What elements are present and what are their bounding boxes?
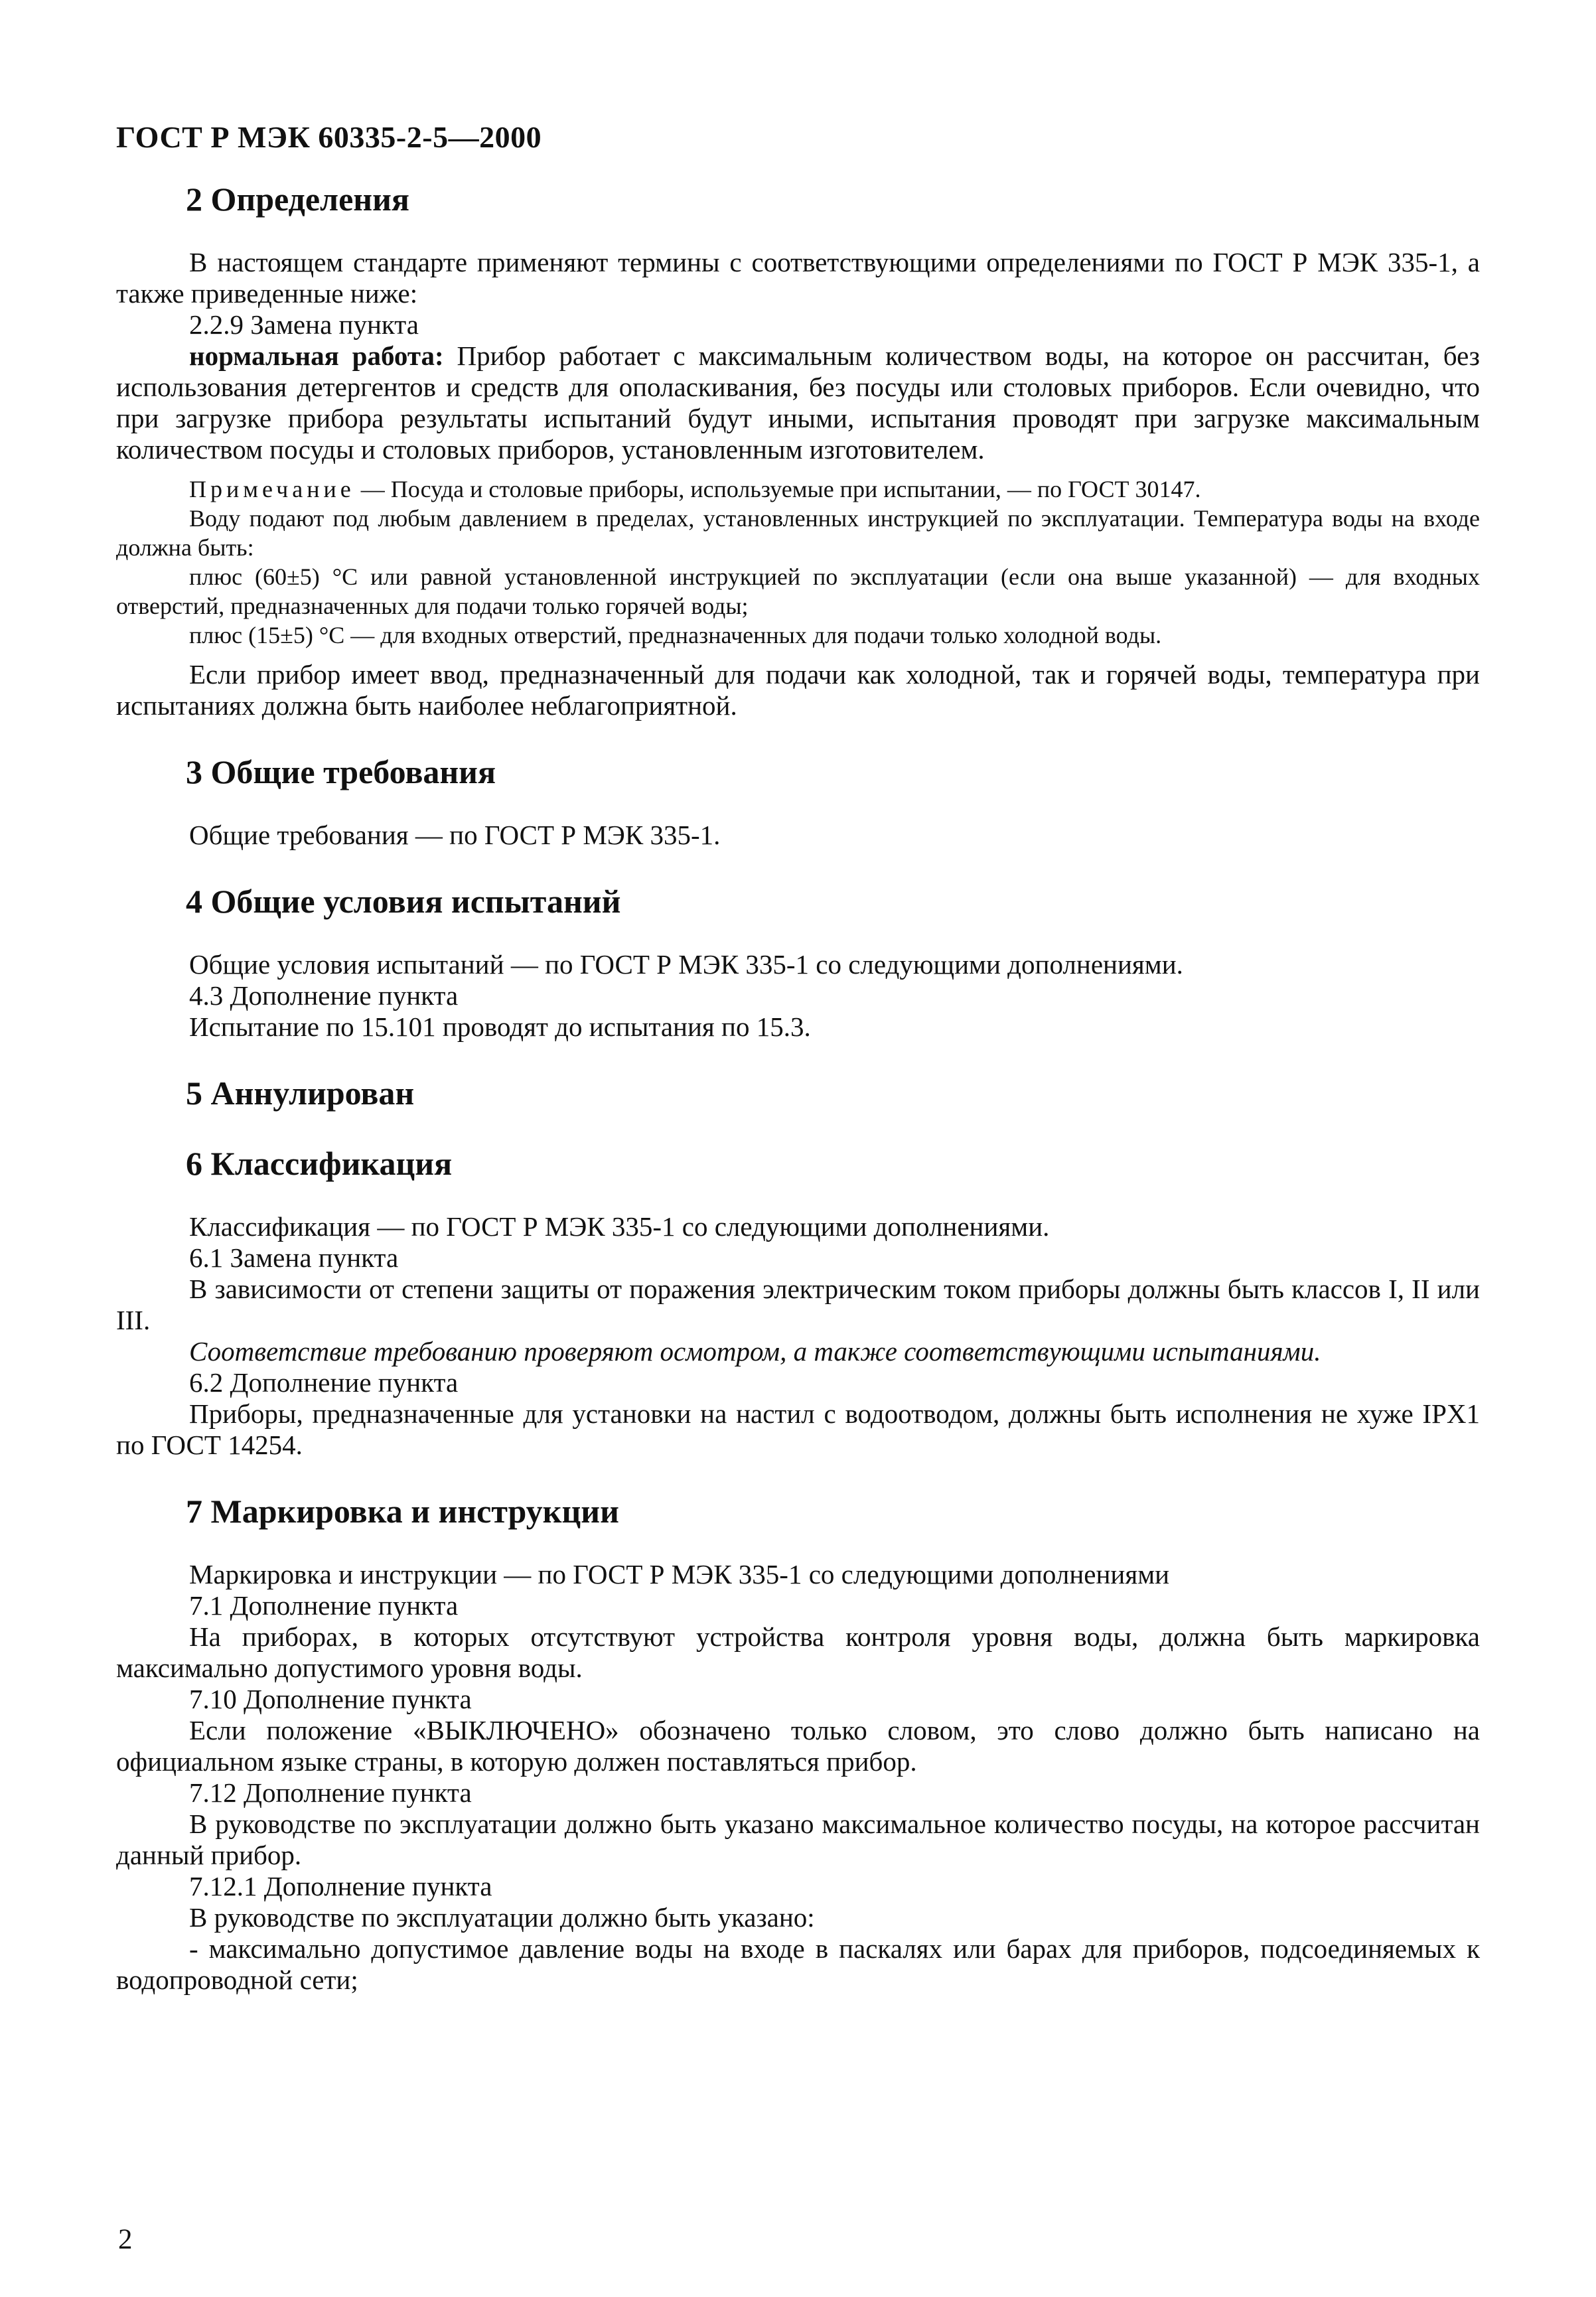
clause-7-1-text: На приборах, в которых отсутствуют устройства контроля уровня воды, должна быть маркировка максимально допустимого уровня воды.	[116, 1621, 1480, 1683]
term-definition	[116, 340, 1480, 465]
clause-4-3: 4.3 Дополнение пункта	[189, 980, 459, 1011]
page-number: 2	[118, 2224, 133, 2255]
clause-7-12: 7.12 Дополнение пункта	[189, 1777, 472, 1808]
section-4-text: Общие условия испытаний — по ГОСТ Р МЭК 335-1 со следующими дополнениями.	[189, 949, 1183, 980]
section-5-title: 5 Аннулирован	[186, 1074, 415, 1112]
section-4-title: 4 Общие условия испытаний	[186, 883, 621, 920]
clause-7-10: 7.10 Дополнение пункта	[189, 1684, 472, 1714]
clause-6-1: 6.1 Замена пункта	[189, 1242, 399, 1273]
section-7-title: 7 Маркировка и инструкции	[186, 1493, 619, 1530]
section-3-text: Общие требования — по ГОСТ Р МЭК 335-1.	[189, 820, 721, 850]
section-6-text: Классификация — по ГОСТ Р МЭК 335-1 со следующими дополнениями.	[189, 1211, 1050, 1242]
clause-6-1-text: В зависимости от степени защиты от поражения электрическим током приборы должны быть классов I, II или III.	[116, 1274, 1480, 1335]
document-header: ГОСТ Р МЭК 60335-2-5—2000	[116, 120, 542, 154]
note-line	[116, 475, 1480, 504]
clause-4-3-text: Испытание по 15.101 проводят до испытания по 15.3.	[189, 1011, 811, 1042]
clause-2-2-9: 2.2.9 Замена пункта	[189, 309, 419, 340]
clause-6-1-check: Соответствие требованию проверяют осмотром, а также соответствующими испытаниями.	[189, 1336, 1321, 1367]
section-2-title: 2 Определения	[186, 181, 409, 218]
term-name: нормальная работа:	[189, 340, 444, 371]
note-hot-water: плюс (60±5) °С или равной установленной инструкцией по эксплуатации (если она выше указанной) — для входных отверстий, предназначенных для подачи только горячей воды;	[116, 563, 1480, 619]
clause-7-12-text: В руководстве по эксплуатации должно быть указано максимальное количество посуды, на которое рассчитан данный прибор.	[116, 1809, 1480, 1870]
clause-7-12-1-text: В руководстве по эксплуатации должно быть указано:	[189, 1902, 815, 1933]
note-text: — Посуда и столовые приборы, используемые при испытании, — по ГОСТ 30147.	[354, 476, 1201, 502]
section-2-closing: Если прибор имеет ввод, предназначенный для подачи как холодной, так и горячей воды, температура при испытаниях должна быть наиболее неблагоприятной.	[116, 659, 1480, 721]
note-cold-water: плюс (15±5) °С — для входных отверстий, предназначенных для подачи только холодной воды.	[189, 622, 1162, 648]
clause-7-12-1-item: - максимально допустимое давление воды на входе в паскалях или барах для приборов, подсоединяемых к водопроводной сети;	[116, 1933, 1480, 1995]
section-6-title: 6 Классификация	[186, 1145, 453, 1182]
clause-6-2-text: Приборы, предназначенные для установки на настил с водоотводом, должны быть исполнения не хуже IPX1 по ГОСТ 14254.	[116, 1398, 1480, 1460]
clause-7-10-text: Если положение «ВЫКЛЮЧЕНО» обозначено только словом, это слово должно быть написано на официальном языке страны, в которую должен поставляться прибор.	[116, 1715, 1480, 1777]
term-text: Прибор работает с максимальным количеством воды, на которое он рассчитан, без использования детергентов и средств для ополаскивания, без посуды или столовых приборов. Если очевидно, что при загрузке прибора результаты испытаний будут иными, испытания проводят при загрузке максимальным количеством посуды и столовых приборов, установленным изготовителем.	[116, 340, 1480, 465]
section-7-text: Маркировка и инструкции — по ГОСТ Р МЭК 335-1 со следующими дополнениями	[189, 1559, 1170, 1590]
clause-7-1: 7.1 Дополнение пункта	[189, 1590, 459, 1621]
section-3-title: 3 Общие требования	[186, 753, 496, 790]
note-label: Примечание	[189, 476, 355, 502]
clause-6-2: 6.2 Дополнение пункта	[189, 1367, 459, 1398]
clause-7-12-1: 7.12.1 Дополнение пункта	[189, 1871, 492, 1901]
note-water: Воду подают под любым давлением в пределах, установленных инструкцией по эксплуатации. Температура воды на входе должна быть:	[116, 505, 1480, 561]
section-2-intro: В настоящем стандарте применяют термины с соответствующими определениями по ГОСТ Р МЭК 335-1, а также приведенные ниже:	[116, 247, 1480, 309]
document-body	[116, 179, 1480, 1996]
